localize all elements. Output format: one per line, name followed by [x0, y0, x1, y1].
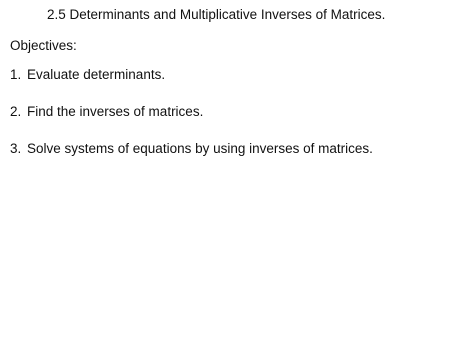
slide-title: 2.5 Determinants and Multiplicative Inverses of Matrices. [47, 7, 386, 22]
objective-item [10, 104, 373, 120]
objectives-heading: Objectives: [10, 38, 77, 53]
objective-text: Evaluate determinants. [27, 67, 166, 82]
objectives-list [10, 67, 373, 178]
objective-item [10, 141, 373, 157]
objective-text: Solve systems of equations by using inverses of matrices. [27, 141, 373, 156]
objective-number: 2. [10, 104, 22, 119]
objective-number: 1. [10, 67, 22, 82]
objective-number: 3. [10, 141, 22, 156]
objective-text: Find the inverses of matrices. [27, 104, 204, 119]
objective-item [10, 67, 373, 83]
